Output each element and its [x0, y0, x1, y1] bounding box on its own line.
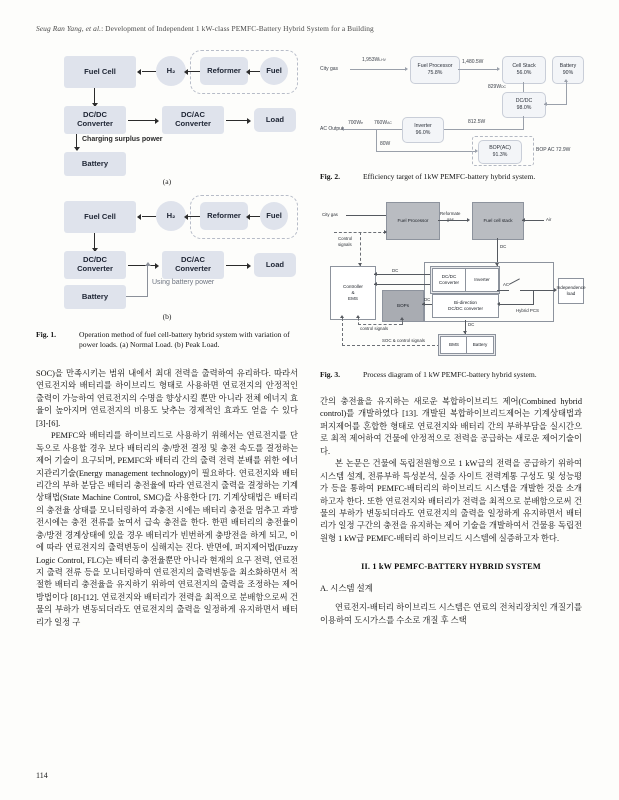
- node-controller-line3: EMS: [348, 296, 358, 301]
- label-ac-output: AC Output: [320, 126, 344, 132]
- label-control-signals-bottom: control signals: [360, 326, 389, 332]
- left-body-text: [36, 368, 298, 629]
- node-fuel-processor-name: Fuel Processor: [417, 62, 453, 69]
- node-fuel-b: Fuel: [260, 202, 288, 230]
- node-independence-line1: Independence: [556, 285, 586, 291]
- dashed-control-down: [360, 232, 361, 266]
- node-inverter-f2: [402, 117, 444, 143]
- node-battery-eff: 90%: [562, 70, 574, 76]
- label-control-line1: Control: [338, 236, 353, 242]
- node-battery-a: Battery: [64, 152, 126, 176]
- node-bidirection-line1: Bi-direction: [454, 300, 477, 306]
- node-dcdc-line2: Converter: [77, 119, 113, 128]
- node-bop-ac-f2: [478, 140, 522, 164]
- right-paragraph-2: 본 논문은 건물에 독립전원형으로 1 kW급의 전력을 공급하기 위하여 시스템 설계, 전류부하 특성분석, 실증 사이트 전력계통 구성도 및 성능평가 등을 통하여 PEMFC-배터리의 하이브리드 시스템을 개발한 것을 소개하고자 한다. 또한 연료전지와 배터리가 전력을 최적으로 분배함으로써 건물의 부하가 변동되더라도 연료전지의 출력을 일정하게 유지하면서 배터리가 일정 구간의 충전을 유지하는 제어 기술을 개발하여서 건물용 독립전원형 1 kW급 PEMFC-배터리 하이브리드 시스템에 실증하고자 한다.: [320, 459, 582, 543]
- arrow-fuel-to-reformer: [250, 71, 260, 72]
- node-bop-ac-eff: 91.3%: [492, 152, 508, 158]
- flow-bop-in: 80W: [380, 141, 391, 147]
- flow-city-gas-sub: LHV: [379, 58, 386, 62]
- node-bidirection-line2: DC/DC converter: [448, 306, 483, 312]
- node-fuel-cell-b: Fuel Cell: [64, 201, 136, 233]
- arrowhead-h2-to-fuelcell: [137, 69, 141, 75]
- line-branch-to-bop-h: [376, 151, 476, 152]
- left-paragraph-2: PEMFC와 배터리를 하이브리드로 사용하기 위해서는 연료전지를 단독으로 사용할 경우 보다 배터리의 충/방전 결정 및 충전 속도를 결정하는 제어 기술이 요구되며, PEMFC와 배터리 간의 출력 전력 분배를 위한 에너지관리기술(Energy management technology)이 필요하다. 연료전지와 배터리간의 부하 분담은 배터리 충전율에 따라 연료전지 출력을 결정하는 기계상태법(State Machine Control, SMC)을 사용한다 [7]. 기계상태법은 배터리의 충전율 상태를 모니터링하여 과충전 시에는 배터리 충전을 멈추고 과방전시에는 충전 전류를 높여서 급속 충전을 한다. 한편 배터리의 충전율이 충/방전 경계상태에 있을 경우 배터리가 빈번하게 충방전을 하게 되고, 이에 따라 연료전지의 출력변동이 심해지는 진다. 반면에, 퍼지제어법(Fuzzy Logic Control, FLC)는 배터리 충전율뿐만 아니라 현재의 요구 전력, 연료전지 출력 전류 등을 모니터링하여 연료전지의 출력변동을 최소화하면서 적절한 배터리 충전율을 유지하기 위하여 연료전지의 출력을 조정하는 제어방법이다 [8]-[12]. 연료전지와 배터리가 전력을 최적으로 분배함으로써 건물의 부하가 변동되더라도 연료전지의 출력을 일정하게 유지하면서 배터리가 일정 구: [36, 431, 298, 627]
- node-controller-line2: &: [351, 290, 355, 296]
- line-pcs-to-controller-1: [374, 274, 430, 275]
- figure-1b-sublabel: (b): [162, 312, 172, 321]
- node-battery-f2: [552, 56, 584, 84]
- arrowhead-air-to-stack: [522, 218, 525, 222]
- node-controller-line1: Controller: [343, 284, 363, 290]
- dashed-soc-up: [342, 318, 343, 346]
- arrow-dcac-to-load-b: [226, 265, 248, 266]
- figure-1a: [36, 44, 298, 187]
- arrow-reformer-to-h2-b: [188, 216, 200, 217]
- right-column: [320, 44, 586, 627]
- node-dcdc-line1-b: DC/DC: [82, 255, 108, 265]
- node-fuel-a: Fuel: [260, 57, 288, 85]
- arrow-dcac-to-load: [226, 120, 248, 121]
- node-dcdc-line2-b: Converter: [77, 264, 113, 273]
- arrowhead-fuel-to-reformer: [246, 69, 250, 75]
- node-dcdc-line1: DC/DC: [82, 110, 108, 120]
- arrowhead-pcs-to-controller-1: [374, 272, 377, 276]
- node-dcac-converter-a: [162, 106, 224, 134]
- figure-3-caption-label: Fig. 3.: [320, 370, 341, 380]
- label-dc-pcs-controller: DC: [392, 268, 399, 274]
- label-dc-bops: DC: [424, 297, 431, 303]
- flow-ac-output-sub: e: [361, 121, 363, 125]
- battery-path-h: [126, 296, 148, 297]
- left-column: [36, 44, 298, 629]
- line-inverter-to-acoutput: [344, 129, 402, 130]
- right-body-text: [320, 396, 582, 627]
- label-city-gas-f2: City gas: [320, 66, 339, 72]
- line-load-branch-v: [533, 290, 534, 304]
- label-dc-stack: DC: [500, 244, 507, 250]
- arrowhead-citygas-to-processor: [405, 67, 408, 71]
- flow-stack-out-sub: DC: [501, 85, 506, 89]
- section-heading: II. 1 kW PEMFC-BATTERY HYBRID SYSTEM: [361, 562, 541, 572]
- figure-1a-sublabel: (a): [162, 177, 172, 186]
- label-dc-battery: DC: [468, 322, 475, 328]
- arrowhead-pcs-to-controller-2: [374, 282, 377, 286]
- arrowhead-dcdc-to-dcac: [155, 118, 159, 124]
- line-battery-to-dcdc-h: [544, 104, 567, 105]
- node-independence-load: [558, 278, 584, 304]
- figure-1-caption-label: Fig. 1.: [36, 330, 57, 339]
- arrowhead-control-to-processor: [384, 230, 387, 234]
- node-inverter-f3: Inverter: [465, 268, 499, 292]
- dashed-control-bottom: [358, 324, 402, 325]
- node-fuel-processor-eff: 75.8%: [427, 70, 443, 76]
- figure-2: [320, 44, 582, 162]
- node-fuel-cell-a: Fuel Cell: [64, 56, 136, 88]
- node-dcdc-f3-line2: Converter: [438, 280, 460, 286]
- arrow-h2-to-fuelcell-b: [142, 216, 156, 217]
- arrow-h2-to-fuelcell: [142, 71, 156, 72]
- arrowhead-reformer-to-h2-b: [184, 214, 188, 220]
- node-h2: H₂: [156, 56, 186, 86]
- node-dcac-converter-b: [162, 251, 224, 279]
- flow-inverter-out-value: 760W: [374, 120, 388, 126]
- right-paragraph-3: 연료전지-배터리 하이브리드 시스템은 연료의 전처리장치인 개질기를 이용하여 도시가스를 수소로 개질 후 스택: [320, 603, 582, 625]
- arrowhead-processor-to-stack-f3: [467, 218, 470, 222]
- label-ac-f3: AC: [503, 282, 510, 288]
- flow-processor-out: 1,480.5W: [462, 59, 484, 65]
- label-charging-surplus-power: Charging surplus power: [82, 136, 163, 143]
- node-independence-line2: load: [566, 291, 576, 297]
- line-processor-to-stack-f3: [438, 220, 468, 221]
- node-cell-stack-name: Cell Stack: [512, 62, 536, 69]
- node-cell-stack-eff: 56.0%: [516, 70, 532, 76]
- node-bops-f3: BOPs: [382, 290, 424, 322]
- line-battery-to-dcdc-v: [566, 82, 567, 104]
- node-controller-ems: [330, 266, 376, 320]
- label-using-battery-power: Using battery power: [152, 279, 215, 286]
- node-fuel-cell-stack-f3: Fuel cell stack: [472, 202, 524, 240]
- node-dcdc-f2: [502, 92, 546, 118]
- flow-dcdc-out: 812.5W: [468, 119, 486, 125]
- line-pcs-to-controller-2: [374, 284, 430, 285]
- line-dcdc-down: [523, 116, 524, 130]
- label-reformate-line1: Reformate: [440, 211, 461, 217]
- node-dcdc-eff: 98.0%: [516, 105, 532, 111]
- node-dcdc-name: DC/DC: [515, 97, 533, 104]
- page-number: 114: [36, 771, 48, 780]
- figure-2-caption-text: Efficiency target of 1kW PEMFC-battery hybrid system.: [363, 172, 536, 181]
- line-citygas-to-processor-f3: [346, 215, 386, 216]
- label-air: Air: [546, 217, 552, 223]
- flow-inverter-out: [374, 120, 392, 126]
- line-switch-to-load: [520, 290, 534, 291]
- node-fuel-processor-f3: Fuel Processor: [386, 202, 440, 240]
- node-reformer-a: Reformer: [200, 57, 248, 85]
- node-load-a: Load: [254, 108, 296, 132]
- node-dcdc-converter-a: [64, 106, 126, 134]
- arrowhead-h2-to-fuelcell-b: [137, 214, 141, 220]
- arrowhead-load-feedback: [497, 302, 500, 306]
- flow-city-gas-value: 1,953W: [362, 57, 380, 63]
- figure-1-caption-text: Operation method of fuel cell-battery hybrid system with variation of power loads. (a) Normal Load. (b) Peak Load.: [79, 330, 290, 350]
- running-head-authors: Seug Ran Yang, et al.: [36, 24, 102, 33]
- arrowhead-battery-to-dcac: [145, 262, 151, 266]
- node-load-b: Load: [254, 253, 296, 277]
- line-to-independence-load: [533, 290, 555, 291]
- battery-path-v: [147, 266, 148, 297]
- label-control-signals-top: [338, 236, 352, 247]
- arrowhead-reformer-to-h2: [184, 69, 188, 75]
- figure-3-caption-text: Process diagram of 1 kW PEMFC-battery hybrid system.: [363, 370, 537, 380]
- flow-stack-out: [488, 84, 506, 90]
- arrow-fuel-to-reformer-b: [250, 216, 260, 217]
- figure-1-caption: [36, 330, 298, 350]
- arrow-reformer-to-h2: [188, 71, 200, 72]
- line-inverter-to-switch: [497, 290, 509, 291]
- line-branch-to-bop-v: [376, 129, 377, 152]
- label-control-line2: signals: [338, 241, 352, 247]
- figure-3: [320, 198, 586, 358]
- running-head-title: : Development of Independent 1 kW-class PEMFC-Battery Hybrid System for a Building: [101, 24, 374, 33]
- node-dcac-line2: Converter: [175, 119, 211, 128]
- flow-ac-output-value: 700W: [348, 120, 362, 126]
- node-dcdc-converter-b: [64, 251, 126, 279]
- figure-2-caption: [320, 172, 582, 182]
- node-fuel-processor-f2: [410, 56, 460, 84]
- node-bidirection-converter: [432, 294, 499, 318]
- arrowhead-processor-to-stack: [497, 67, 500, 71]
- node-dcac-line2-b: Converter: [175, 264, 211, 273]
- arrowhead-dcdc-to-battery: [74, 147, 80, 151]
- flow-inverter-out-sub: AC: [387, 121, 392, 125]
- arrowhead-dcdc-to-dcac-b: [155, 263, 159, 269]
- label-city-gas-f3: City gas: [322, 212, 338, 218]
- line-dcdc-to-inverter: [444, 129, 524, 130]
- arrowhead-bottom-to-controller-1: [356, 315, 360, 318]
- right-paragraph-1: 간의 충전율을 유지하는 새로운 복합하이브리드 제어(Combined hybrid control)를 개발하였다 [13]. 개발된 복합하이브리드제어는 기계상태법과 퍼지제어를 혼합한 형태로 연료전지와 배터리 간의 부하부담을 실시간으로 최적 제어하여 건물에 안정적으로 전력을 공급하는 새로운 제어기술이다.: [320, 397, 582, 456]
- node-dcac-line1-b: DC/AC: [180, 255, 206, 265]
- dashed-control-bottom-up: [402, 320, 403, 325]
- arrow-dcdc-to-dcac: [128, 120, 156, 121]
- node-inverter-eff: 96.0%: [415, 130, 431, 136]
- subsection-heading: A. 시스템 설계: [320, 583, 373, 593]
- arrowhead-dcdc-to-battery: [564, 79, 568, 82]
- line-citygas-to-processor: [350, 69, 406, 70]
- line-processor-to-stack: [458, 69, 498, 70]
- flow-ac-output: [348, 120, 363, 126]
- node-reformer-b: Reformer: [200, 202, 248, 230]
- figure-2-caption-label: Fig. 2.: [320, 172, 341, 181]
- dashed-controller-bottom-stub: [358, 318, 359, 325]
- node-bms-f3: BMS: [440, 336, 468, 354]
- arrowhead-fuel-to-reformer-b: [246, 214, 250, 220]
- left-paragraph-1: SOC)을 만족시키는 범위 내에서 최대 전력을 출력하여 유리하다. 따라서 연료전지와 배터리를 하이브리드 형태로 사용하면 연료전지의 안정적인 출력이 가능하여 연료전지의 수명을 향상시킬 뿐만 아니라 전체 에너지 효율이 높아지며 연료전지의 비용도 낮추는 경제적인 효과도 얻을 수 있다 [3]-[6].: [36, 369, 298, 428]
- running-head: [36, 24, 584, 33]
- node-battery-f3: Battery: [466, 336, 494, 354]
- figure-1b: [36, 195, 298, 323]
- label-reformate-line2: gas: [446, 216, 454, 222]
- node-dcdc-f3-line1: DC/DC: [441, 274, 457, 280]
- node-battery-b: Battery: [64, 285, 126, 309]
- arrowhead-soc-to-controller: [340, 315, 344, 318]
- arrowhead-dcac-to-load-b: [247, 263, 251, 269]
- node-dcdc-converter-f3: [432, 268, 466, 292]
- node-cell-stack-f2: [502, 56, 546, 84]
- arrow-dcdc-to-dcac-b: [128, 265, 156, 266]
- node-bop-ac-name: BOP(AC): [489, 144, 511, 151]
- label-bop-ac-total: BOP AC 72.9W: [536, 147, 571, 153]
- line-load-feedback: [498, 304, 534, 305]
- arrowhead-battery-to-dcdc: [544, 102, 547, 106]
- node-h2-b: H₂: [156, 201, 186, 231]
- figure-3-caption: [320, 370, 582, 380]
- node-inverter-name: Inverter: [414, 122, 432, 129]
- label-soc-control-signals: SOC & control signals: [382, 338, 425, 344]
- arrowhead-dcac-to-load: [247, 118, 251, 124]
- arrowhead-control-to-bops: [400, 317, 404, 320]
- node-battery-name: Battery: [559, 62, 577, 69]
- line-air-to-stack: [522, 220, 544, 221]
- node-dcac-line1: DC/AC: [180, 110, 206, 120]
- label-hybrid-pcs: Hybrid PCS: [516, 308, 539, 314]
- flow-city-gas-in: [362, 57, 386, 63]
- flow-stack-out-value: 829W: [488, 84, 502, 90]
